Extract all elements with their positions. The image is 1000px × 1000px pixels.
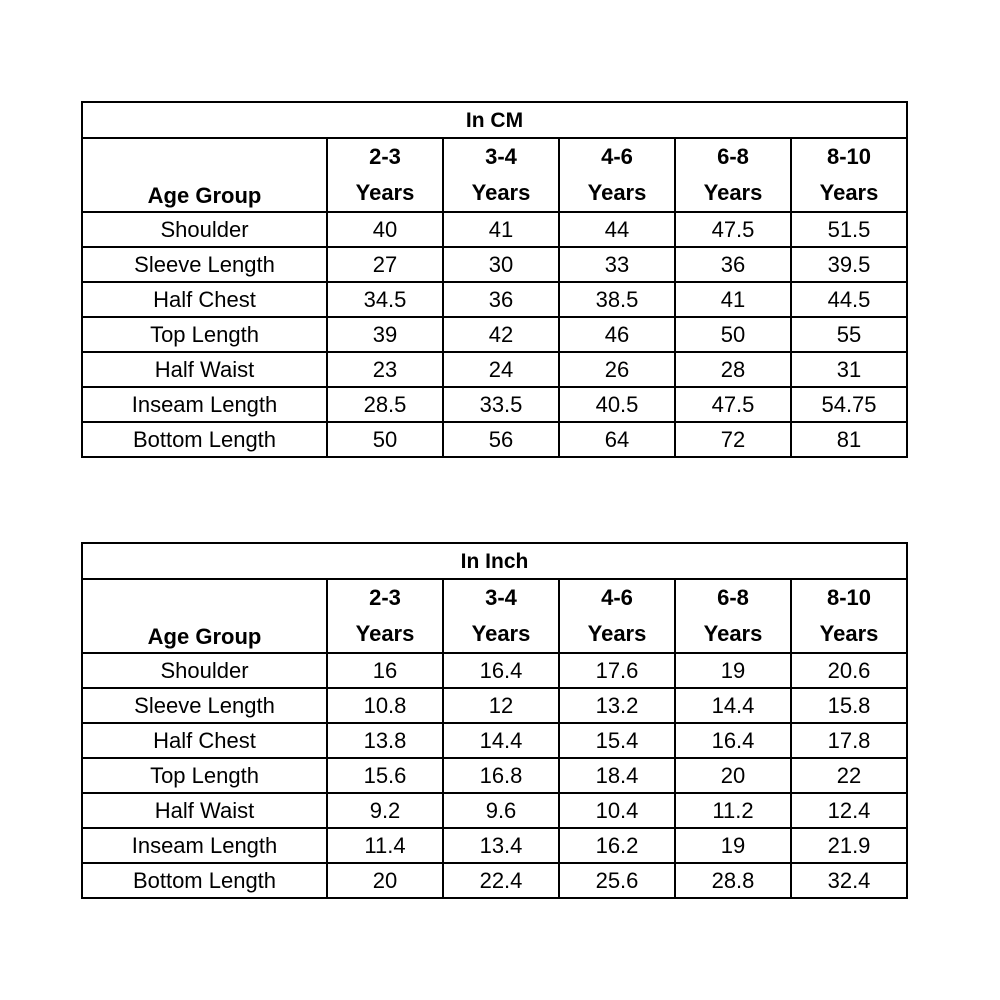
table-row [82,352,907,387]
age-group-header-line: Years [355,180,415,205]
table-title-row [82,102,907,138]
measurement-label: Half Waist [82,793,327,828]
table-row [82,793,907,828]
age-group-header: Age Group [82,138,327,212]
measurement-value: 28.5 [327,387,443,422]
measurement-value: 50 [327,422,443,457]
measurement-value: 14.4 [675,688,791,723]
measurement-value: 56 [443,422,559,457]
measurement-label: Half Chest [82,723,327,758]
measurement-value: 33 [559,247,675,282]
measurement-value: 20 [675,758,791,793]
measurement-value: 16.4 [675,723,791,758]
measurement-value: 25.6 [559,863,675,898]
measurement-value: 44.5 [791,282,907,317]
measurement-value: 44 [559,212,675,247]
age-group-column-header [675,579,791,653]
age-group-header-line: 6-8 [717,585,749,610]
age-group-header-line: 2-3 [369,144,401,169]
measurement-label: Sleeve Length [82,688,327,723]
measurement-value: 39 [327,317,443,352]
measurement-value: 15.8 [791,688,907,723]
measurement-value: 10.4 [559,793,675,828]
measurement-value: 32.4 [791,863,907,898]
measurement-value: 46 [559,317,675,352]
measurement-value: 36 [443,282,559,317]
table-row [82,212,907,247]
age-group-header-line: Years [355,621,415,646]
measurement-value: 20 [327,863,443,898]
table-title: In CM [82,102,907,138]
measurement-value: 28 [675,352,791,387]
table-row [82,863,907,898]
measurement-value: 47.5 [675,212,791,247]
table-row [82,723,907,758]
column-header-row [82,138,907,212]
age-group-header-line: 4-6 [601,144,633,169]
measurement-value: 16.2 [559,828,675,863]
measurement-value: 21.9 [791,828,907,863]
measurement-value: 64 [559,422,675,457]
measurement-value: 11.2 [675,793,791,828]
measurement-value: 18.4 [559,758,675,793]
column-header-row [82,579,907,653]
measurement-value: 26 [559,352,675,387]
measurement-value: 22 [791,758,907,793]
measurement-value: 36 [675,247,791,282]
age-group-header-line: 2-3 [369,585,401,610]
age-group-column-header [327,138,443,212]
measurement-value: 15.6 [327,758,443,793]
measurement-value: 24 [443,352,559,387]
age-group-header-line: 8-10 [826,585,872,610]
measurement-value: 30 [443,247,559,282]
table-row [82,758,907,793]
measurement-value: 40 [327,212,443,247]
size-table-cm [81,101,908,458]
measurement-value: 17.6 [559,653,675,688]
measurement-value: 31 [791,352,907,387]
measurement-value: 13.8 [327,723,443,758]
measurement-label: Inseam Length [82,828,327,863]
measurement-value: 14.4 [443,723,559,758]
table-row [82,282,907,317]
measurement-value: 13.4 [443,828,559,863]
measurement-value: 11.4 [327,828,443,863]
measurement-value: 72 [675,422,791,457]
measurement-value: 33.5 [443,387,559,422]
size-table-inch [81,542,908,899]
age-group-header-line: Years [471,180,531,205]
measurement-value: 40.5 [559,387,675,422]
age-group-header: Age Group [82,579,327,653]
measurement-label: Sleeve Length [82,247,327,282]
table-title-row [82,543,907,579]
age-group-header-line: 3-4 [485,144,517,169]
measurement-value: 81 [791,422,907,457]
measurement-value: 12.4 [791,793,907,828]
measurement-value: 34.5 [327,282,443,317]
measurement-value: 39.5 [791,247,907,282]
measurement-value: 9.6 [443,793,559,828]
measurement-label: Shoulder [82,212,327,247]
age-group-header-line: 6-8 [717,144,749,169]
measurement-label: Shoulder [82,653,327,688]
measurement-value: 55 [791,317,907,352]
age-group-header-line: Years [471,621,531,646]
age-group-column-header [675,138,791,212]
measurement-value: 41 [675,282,791,317]
table-row [82,317,907,352]
age-group-header-line: Years [587,621,647,646]
measurement-value: 22.4 [443,863,559,898]
measurement-value: 47.5 [675,387,791,422]
table-row [82,247,907,282]
age-group-column-header [327,579,443,653]
measurement-label: Half Waist [82,352,327,387]
measurement-label: Half Chest [82,282,327,317]
measurement-value: 19 [675,828,791,863]
age-group-column-header [559,579,675,653]
age-group-header-line: 3-4 [485,585,517,610]
age-group-header-line: Years [703,621,763,646]
table-row [82,688,907,723]
measurement-label: Top Length [82,317,327,352]
measurement-value: 20.6 [791,653,907,688]
measurement-label: Bottom Length [82,863,327,898]
table-row [82,653,907,688]
measurement-value: 23 [327,352,443,387]
measurement-value: 9.2 [327,793,443,828]
measurement-label: Top Length [82,758,327,793]
age-group-column-header [443,138,559,212]
measurement-value: 42 [443,317,559,352]
measurement-value: 13.2 [559,688,675,723]
table-row [82,422,907,457]
measurement-value: 12 [443,688,559,723]
age-group-column-header [559,138,675,212]
measurement-label: Inseam Length [82,387,327,422]
measurement-value: 28.8 [675,863,791,898]
table-row [82,387,907,422]
measurement-value: 50 [675,317,791,352]
measurement-value: 10.8 [327,688,443,723]
measurement-value: 41 [443,212,559,247]
measurement-label: Bottom Length [82,422,327,457]
age-group-header-line: Years [819,180,879,205]
measurement-value: 51.5 [791,212,907,247]
measurement-value: 16.8 [443,758,559,793]
age-group-column-header [443,579,559,653]
table-title: In Inch [82,543,907,579]
age-group-column-header [791,579,907,653]
measurement-value: 17.8 [791,723,907,758]
table-row [82,828,907,863]
measurement-value: 16.4 [443,653,559,688]
measurement-value: 38.5 [559,282,675,317]
measurement-value: 16 [327,653,443,688]
measurement-value: 27 [327,247,443,282]
age-group-column-header [791,138,907,212]
measurement-value: 54.75 [791,387,907,422]
age-group-header-line: Years [703,180,763,205]
age-group-header-line: 8-10 [826,144,872,169]
measurement-value: 15.4 [559,723,675,758]
age-group-header-line: Years [819,621,879,646]
age-group-header-line: 4-6 [601,585,633,610]
measurement-value: 19 [675,653,791,688]
age-group-header-line: Years [587,180,647,205]
